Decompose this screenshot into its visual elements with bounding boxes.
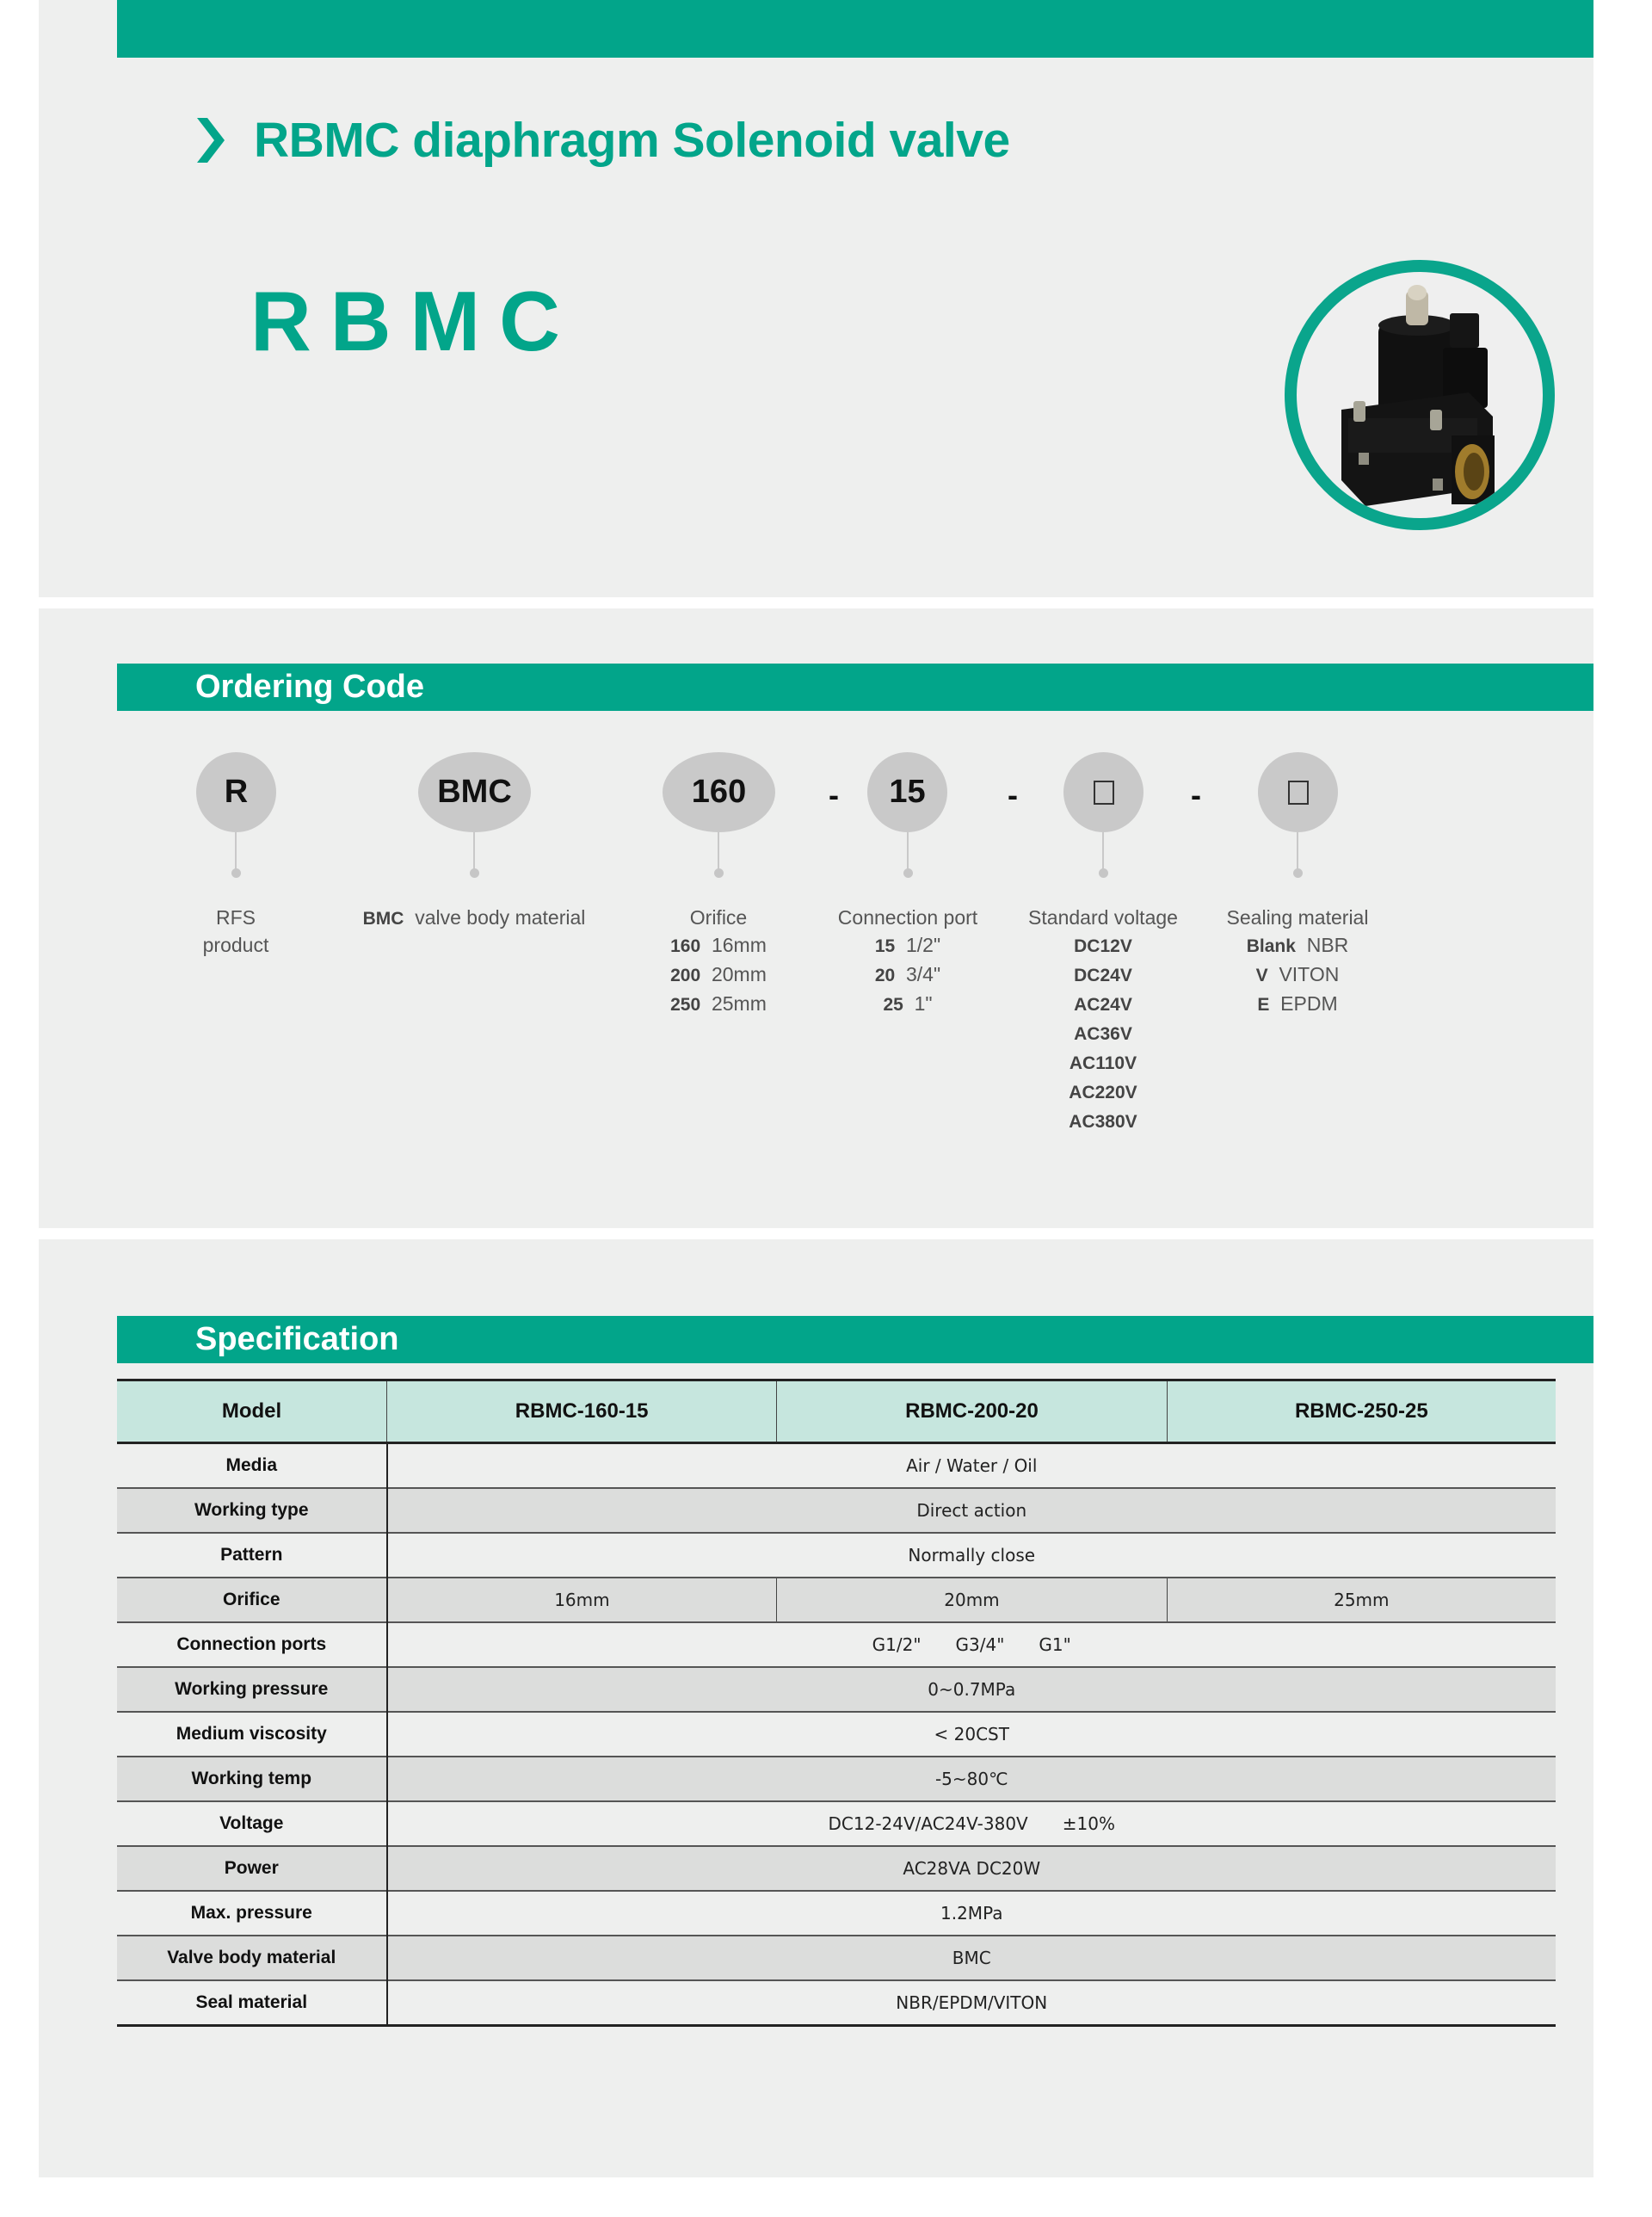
option-code: DC24V [1074,966,1132,985]
option-code: 15 [874,936,896,956]
value-part: AC28VA DC20W [903,1858,1041,1879]
connector-line [718,832,719,871]
hero-panel [39,0,1593,597]
value-part: Direct action [916,1500,1027,1521]
connector-dot [714,868,724,878]
code-segment-orifice: 160 [663,752,775,832]
value-part: -5~80℃ [934,1769,1008,1789]
cell-value [387,1846,1556,1891]
description-line [1203,960,1392,990]
cell-value [387,1622,1556,1667]
option-code: 25 [883,995,903,1015]
cell-value [387,1980,1556,2026]
value-part: G1" [1039,1634,1071,1655]
segment-description-bmc [345,904,603,933]
connector-dot [1293,868,1303,878]
row-label: Max. pressure [117,1891,387,1936]
connector-line [907,832,909,871]
option-label: VITON [1279,963,1340,985]
value-part: < 20CST [934,1724,1009,1745]
option-code: AC24V [1074,995,1132,1015]
chevron-right-icon [194,114,228,166]
option-code: Blank [1246,936,1296,956]
option-label: NBR [1306,934,1349,956]
code-segment-seal [1258,752,1338,832]
table-row [117,1936,1556,1980]
segment-description-orifice [632,904,804,1019]
option-code: BMC [362,909,404,929]
row-label: Power [117,1846,387,1891]
cell-value [387,1488,1556,1533]
option-label: Standard voltage [1028,906,1178,929]
cell-value [387,1757,1556,1801]
row-label: Working temp [117,1757,387,1801]
product-image-frame [1285,260,1555,530]
connector-dot [231,868,241,878]
description-line [345,904,603,933]
option-code: AC220V [1069,1083,1137,1102]
option-label: Connection port [837,906,978,929]
description-line [632,960,804,990]
table-row [117,1533,1556,1578]
option-code: 160 [670,936,701,956]
column-header: Model [221,1399,282,1423]
description-line [822,931,994,960]
connector-line [235,832,237,871]
description-line [822,904,994,931]
specification-heading: Specification [117,1316,1593,1363]
description-line [150,931,322,959]
cell-value [387,1443,1556,1489]
column-header: RBMC-200-20 [777,1380,1167,1443]
connector-dot [470,868,479,878]
value-part: BMC [952,1948,991,1968]
value-part: Air / Water / Oil [906,1455,1038,1476]
description-line [822,990,994,1019]
column-header: RBMC-160-15 [387,1380,777,1443]
table-row [117,1757,1556,1801]
option-label: 1/2" [906,934,941,956]
row-label: Seal material [117,1980,387,2026]
option-label: 16mm [711,934,767,956]
description-line [1004,1078,1202,1107]
code-separator: - [1191,777,1201,812]
option-code: 250 [670,995,701,1015]
code-segment-r: R [196,752,276,832]
option-code: AC380V [1069,1112,1137,1132]
description-line [1004,1019,1202,1048]
option-label: 1" [914,992,933,1015]
description-line [1203,990,1392,1019]
row-label: Media [117,1443,387,1489]
code-separator: - [829,777,839,812]
description-line [632,904,804,931]
row-label: Orifice [117,1578,387,1622]
cell-value [387,1891,1556,1936]
code-segment-voltage [1063,752,1143,832]
table-row [117,1578,1556,1622]
option-code: 200 [670,966,701,985]
table-row [117,1622,1556,1667]
cell-value [387,1801,1556,1846]
description-line [1203,931,1392,960]
segment-description-seal [1203,904,1392,1019]
value-part: DC12-24V/AC24V-380V [828,1813,1028,1834]
option-code: DC12V [1074,936,1132,956]
code-separator: - [1008,777,1018,812]
ordering-code-heading: Ordering Code [117,664,1593,711]
description-line [632,990,804,1019]
cell-value [387,1533,1556,1578]
option-label: EPDM [1280,992,1338,1015]
value-part: NBR/EPDM/VITON [896,1992,1048,2013]
option-label: RFS [216,906,256,929]
description-line [632,931,804,960]
table-row [117,1846,1556,1891]
connector-dot [903,868,913,878]
row-label: Voltage [117,1801,387,1846]
row-label: Working pressure [117,1667,387,1712]
connector-line [473,832,475,871]
spec-header-row [117,1380,1556,1443]
row-label: Pattern [117,1533,387,1578]
value-part: G1/2" [872,1634,922,1655]
description-line [1004,1048,1202,1078]
page-title-text: RBMC diaphragm Solenoid valve [254,113,1010,168]
specification-panel [39,1239,1593,2177]
option-code: E [1257,995,1270,1015]
spec-table [117,1379,1556,2027]
description-line [1203,904,1392,931]
solenoid-valve-photo [1297,272,1543,518]
cell-value [387,1667,1556,1712]
option-label: 20mm [711,963,767,985]
cell-value [387,1936,1556,1980]
connector-dot [1099,868,1108,878]
segment-description-r [150,904,322,959]
table-row [117,1443,1556,1489]
description-line [150,904,322,931]
option-code: V [1255,966,1268,985]
description-line [1004,904,1202,931]
value-part: 1.2MPa [940,1903,1003,1924]
row-label: Connection ports [117,1622,387,1667]
code-segment-bmc: BMC [418,752,531,832]
value-part: 0~0.7MPa [928,1679,1016,1700]
description-line [1004,990,1202,1019]
model-code: RBMC [250,274,579,368]
option-label: Orifice [689,906,748,929]
description-line [1004,960,1202,990]
option-label: 25mm [711,992,767,1015]
description-line [1004,931,1202,960]
table-row [117,1801,1556,1846]
blank-box-icon [1288,781,1309,805]
table-row [117,1488,1556,1533]
cell-value: 25mm [1167,1578,1556,1622]
table-row [117,1891,1556,1936]
description-line [1004,1107,1202,1136]
option-label: valve body material [415,906,586,929]
cell-value: 20mm [777,1578,1167,1622]
table-row [117,1980,1556,2026]
value-part: ±10% [1062,1813,1115,1834]
value-part: G3/4" [955,1634,1005,1655]
option-label: 3/4" [906,963,941,985]
cell-value: 16mm [554,1590,610,1610]
value-part: Normally close [908,1545,1036,1565]
description-line [822,960,994,990]
connector-line [1102,832,1104,871]
option-code: AC110V [1069,1053,1137,1073]
top-banner [117,0,1593,58]
option-label: Sealing material [1226,906,1369,929]
table-row [117,1712,1556,1757]
option-code: AC36V [1074,1024,1132,1044]
row-label: Working type [117,1488,387,1533]
column-header: RBMC-250-25 [1167,1380,1556,1443]
blank-box-icon [1094,781,1114,805]
segment-description-voltage [1004,904,1202,1136]
page-title [194,110,1010,170]
cell-value [387,1712,1556,1757]
row-label: Medium viscosity [117,1712,387,1757]
segment-description-port [822,904,994,1019]
ordering-code-panel [39,608,1593,1228]
row-label: Valve body material [117,1936,387,1980]
option-code: 20 [874,966,896,985]
table-row [117,1667,1556,1712]
option-label: product [202,934,269,956]
code-segment-port: 15 [867,752,947,832]
connector-line [1297,832,1298,871]
